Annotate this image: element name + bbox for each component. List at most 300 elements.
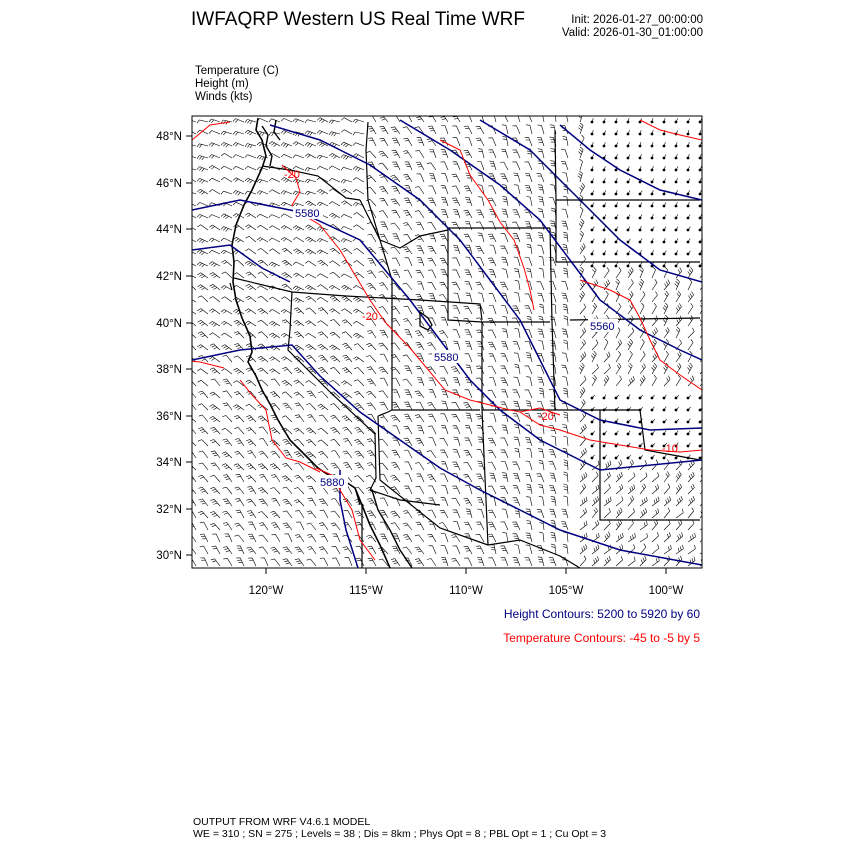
wind-barb: [368, 258, 376, 266]
wind-barb: [500, 486, 508, 494]
wind-barb: [259, 547, 268, 554]
wind-barb: [221, 369, 232, 374]
wind-barb: [355, 451, 365, 458]
wind-barb: [501, 234, 508, 242]
wind-barb: [501, 461, 508, 470]
wind-barb: [245, 119, 256, 124]
wind-barb: [342, 427, 352, 434]
wind-barb: [616, 291, 620, 302]
wind-barb: [380, 126, 389, 134]
wind-barb: [284, 534, 292, 542]
wind-barb: [403, 523, 412, 530]
wind-barb: [580, 521, 587, 530]
wind-barb: [223, 475, 232, 482]
wind-barb: [224, 534, 232, 542]
footer-model: OUTPUT FROM WRF V4.6.1 MODEL: [193, 816, 371, 828]
wind-barb: [502, 329, 508, 338]
wind-barb: [391, 511, 401, 518]
wind-barb: [416, 270, 424, 278]
wind-barb: [592, 375, 597, 386]
wind-barb: [503, 316, 509, 326]
wind-barb: [564, 460, 568, 470]
wind-barb: [441, 533, 448, 542]
wind-barb: [354, 391, 364, 398]
wind-barb: [428, 522, 436, 530]
wind-barb: [580, 399, 585, 410]
wind-barb: [539, 388, 544, 398]
height-contour-label: 5580: [434, 352, 459, 364]
wind-barb: [549, 198, 556, 207]
wind-barb: [453, 138, 460, 146]
wind-barb: [464, 186, 472, 194]
wind-barb: [210, 284, 220, 290]
wind-barb: [652, 544, 659, 554]
wind-barb: [403, 379, 412, 386]
wind-barb: [562, 329, 568, 338]
wind-barb: [501, 390, 508, 399]
wind-barb: [514, 269, 520, 278]
wind-barb: [235, 535, 244, 542]
wind-barb: [391, 127, 400, 134]
wind-barb: [628, 339, 633, 350]
wind-barb: [210, 499, 220, 506]
wind-barb: [488, 138, 496, 146]
wind-barb: [415, 150, 424, 158]
wind-barb: [452, 546, 460, 554]
wind-barb: [271, 523, 280, 531]
wind-barb: [640, 303, 644, 314]
wind-barb: [306, 308, 316, 314]
wind-barb: [580, 376, 586, 386]
wind-barb: [453, 377, 460, 386]
wind-barb: [199, 499, 208, 506]
wind-barb: [640, 508, 647, 518]
wind-barb: [417, 378, 424, 387]
wind-barb: [488, 450, 496, 458]
wind-barb: [294, 320, 305, 326]
wind-barb: [628, 460, 634, 471]
wind-barb: [538, 557, 544, 566]
wind-barb: [342, 332, 352, 338]
wind-barb: [616, 363, 621, 374]
wind-barb: [452, 114, 460, 122]
wind-barb: [415, 559, 424, 566]
wind-barb: [592, 267, 596, 278]
wind-barb: [186, 464, 196, 470]
wind-barb: [281, 154, 292, 158]
wind-barb: [429, 546, 437, 554]
wind-barb: [330, 427, 340, 434]
wind-barb: [403, 547, 412, 554]
wind-barb: [539, 268, 544, 278]
wind-barb: [210, 344, 220, 350]
wind-barb: [197, 178, 208, 183]
wind-barb: [501, 149, 508, 158]
wind-barb: [688, 279, 692, 290]
wind-barb: [616, 340, 622, 350]
wind-barb: [221, 227, 232, 232]
wind-barb: [354, 213, 365, 219]
wind-barb: [616, 533, 623, 542]
wind-barb: [403, 210, 412, 218]
wind-barb: [477, 497, 484, 506]
temperature-contour-label: -20: [538, 411, 554, 423]
wind-barb: [628, 419, 631, 422]
lon-label: 120°W: [248, 585, 284, 597]
wind-barb: [222, 464, 232, 470]
wind-barb: [464, 450, 472, 458]
wind-barb: [306, 381, 317, 387]
wind-barb: [330, 415, 340, 422]
wind-barb: [502, 136, 508, 146]
temperature-contours-caption: Temperature Contours: -45 to -5 by 5: [503, 631, 700, 645]
wind-barb: [281, 357, 292, 362]
wind-barb: [592, 472, 598, 482]
wind-barb: [700, 484, 707, 494]
wind-barb: [415, 331, 424, 339]
wind-barb: [464, 126, 472, 134]
wind-barb: [652, 509, 659, 519]
wind-barb: [700, 459, 705, 470]
wind-barb: [294, 428, 304, 434]
wind-barb: [688, 472, 694, 482]
wind-barb: [283, 511, 292, 518]
wind-barb: [664, 419, 667, 422]
wind-barb: [210, 427, 220, 434]
height-contours-caption: Height Contours: 5200 to 5920 by 60: [503, 607, 700, 621]
wind-barb: [489, 270, 496, 278]
wind-barb: [580, 207, 583, 218]
wind-barb: [441, 546, 448, 554]
wind-barb: [525, 437, 532, 446]
wind-barb: [500, 174, 508, 182]
wind-barb: [403, 534, 412, 542]
wind-barb: [453, 521, 460, 530]
wind-barb: [490, 473, 497, 482]
wind-barb: [258, 332, 268, 338]
wind-barb: [512, 390, 520, 398]
wind-barb: [676, 509, 683, 518]
wind-barb: [562, 221, 568, 230]
wind-barb: [210, 405, 221, 411]
wind-barb: [246, 296, 256, 302]
wind-barb: [318, 440, 328, 446]
wind-barb: [271, 498, 280, 506]
wind-barb: [305, 201, 316, 206]
wind-barb: [428, 414, 436, 422]
wind-barb: [342, 320, 352, 326]
wind-barb: [500, 378, 508, 386]
wind-barb: [380, 198, 389, 206]
wind-barb: [295, 415, 304, 422]
wind-barb: [688, 508, 694, 518]
wind-barb: [405, 474, 412, 482]
wind-barb: [526, 197, 532, 207]
wind-barb: [664, 291, 669, 302]
wind-barb: [526, 497, 532, 506]
wind-barb: [628, 557, 635, 566]
wind-barb: [579, 159, 582, 170]
wind-barb: [640, 267, 644, 278]
wind-barb: [393, 426, 401, 434]
wind-barb: [592, 303, 597, 314]
wind-barb: [405, 258, 413, 266]
legend-temperature: Temperature (C): [195, 65, 279, 77]
wind-barb: [428, 306, 436, 314]
wind-barb: [404, 270, 412, 278]
wind-barb: [441, 173, 448, 182]
wind-barb: [539, 316, 544, 326]
wind-barb: [501, 305, 508, 314]
wind-barb: [295, 559, 304, 566]
wind-barb: [454, 437, 461, 446]
wind-barb: [294, 380, 304, 386]
wind-barb: [427, 163, 436, 170]
wind-barb: [463, 462, 472, 470]
wind-barb: [330, 332, 340, 338]
wind-barb: [550, 185, 556, 194]
wind-barb: [305, 131, 316, 136]
wind-barb: [259, 474, 268, 482]
wind-barb: [379, 163, 389, 170]
wind-barb: [200, 522, 208, 530]
wind-barb: [538, 329, 544, 338]
wind-barb: [502, 509, 508, 518]
wind-barb: [664, 508, 670, 518]
wind-barb: [317, 155, 328, 159]
wind-barb: [489, 222, 496, 230]
wind-barb: [197, 167, 208, 172]
wind-barb: [441, 246, 448, 254]
temperature-contours: [180, 120, 702, 560]
wind-barb: [502, 532, 508, 542]
wind-barb: [269, 226, 280, 230]
wind-barb: [332, 558, 340, 566]
wind-barb: [429, 438, 436, 446]
wind-barb: [200, 534, 208, 542]
lon-label: 100°W: [648, 585, 684, 597]
wind-barb: [329, 285, 340, 290]
wind-barb: [549, 281, 556, 290]
wind-barb: [282, 367, 292, 374]
wind-barb: [210, 297, 221, 303]
wind-barb: [212, 534, 220, 542]
wind-barb: [293, 249, 304, 254]
wind-barb: [628, 520, 634, 531]
wind-barb: [580, 352, 586, 362]
wind-barb: [428, 510, 436, 518]
wind-barb: [270, 392, 280, 399]
height-contour-label: 5560: [590, 321, 615, 333]
wind-barb: [628, 508, 635, 518]
wind-barb: [197, 225, 208, 230]
wind-barb: [390, 475, 400, 482]
wind-barb: [234, 332, 244, 339]
wind-barb: [380, 378, 388, 386]
wind-barb: [236, 558, 244, 566]
wind-barb: [258, 416, 268, 422]
wind-barb: [353, 143, 364, 146]
wind-barb: [209, 190, 220, 195]
wind-barb: [502, 269, 508, 278]
wind-barb: [403, 283, 412, 290]
wind-barb: [185, 237, 196, 242]
wind-barb: [283, 403, 292, 410]
wind-barb: [652, 279, 657, 290]
wind-barb: [391, 462, 400, 470]
wind-barb: [501, 354, 508, 362]
wind-barb: [246, 475, 256, 482]
wind-barb: [317, 166, 328, 170]
wind-barb: [513, 498, 521, 506]
wind-barb: [513, 401, 520, 410]
wind-barb: [198, 320, 208, 326]
wind-barb: [403, 355, 412, 362]
height-contour-label: 5580: [295, 208, 320, 220]
wind-barb: [526, 521, 532, 531]
wind-barb: [368, 126, 377, 134]
footer-config: WE = 310 ; SN = 275 ; Levels = 38 ; Dis = 8km ; Phys Opt = 8 ; PBL Opt = 1 ; Cu Opt = 3: [193, 828, 607, 840]
wind-barb: [392, 150, 400, 158]
wind-barb: [664, 496, 671, 506]
wind-barb: [592, 545, 599, 554]
lon-label: 115°W: [349, 585, 383, 597]
wind-barb: [490, 413, 496, 422]
wind-barb: [379, 439, 388, 446]
wind-barb: [652, 316, 658, 326]
wind-barb: [537, 282, 545, 290]
wind-barb: [563, 232, 568, 242]
wind-barb: [223, 439, 232, 446]
wind-barb: [640, 455, 643, 458]
wind-barb: [221, 250, 232, 254]
wind-barb: [282, 416, 292, 422]
wind-barb: [245, 321, 256, 326]
wind-barb: [235, 498, 244, 506]
wind-barb: [366, 391, 376, 398]
wind-barb: [404, 138, 413, 146]
wind-barb: [592, 395, 595, 398]
wind-barb: [318, 260, 328, 266]
wind-barb: [235, 439, 244, 447]
wind-barb: [688, 533, 696, 542]
wind-barb: [259, 535, 268, 542]
wind-barb: [233, 297, 244, 302]
wind-barb: [319, 547, 328, 554]
wind-barb: [245, 225, 256, 230]
wind-barb: [258, 320, 268, 326]
wind-barb: [221, 321, 232, 326]
wind-barb: [258, 368, 268, 374]
legend-height: Height (m): [195, 78, 249, 90]
wind-barb: [341, 189, 352, 194]
wind-barb: [489, 294, 496, 302]
wind-barb: [233, 166, 244, 170]
wind-barb: [628, 496, 634, 506]
wind-barb: [380, 498, 388, 506]
wind-barb: [367, 463, 376, 471]
wind-barb: [258, 308, 269, 314]
wind-barb: [379, 151, 389, 158]
wind-barb: [616, 455, 619, 458]
wind-barb: [640, 484, 646, 494]
wind-barb: [604, 375, 609, 386]
wind-barb: [604, 352, 610, 362]
wind-barb: [320, 534, 328, 542]
wind-barb: [282, 284, 292, 290]
wind-barb: [392, 186, 401, 194]
wind-barb: [331, 451, 340, 459]
wind-barb: [246, 404, 256, 410]
wind-barb: [477, 354, 484, 363]
wind-barb: [269, 309, 280, 314]
wind-barb: [489, 161, 496, 170]
wind-barb: [210, 273, 221, 279]
wind-barb: [514, 353, 520, 362]
wind-barb: [342, 368, 352, 375]
wind-barb: [353, 178, 364, 183]
wind-barb: [354, 439, 364, 446]
wind-barb: [258, 464, 268, 470]
wind-barb: [551, 208, 556, 218]
wind-barb: [342, 416, 352, 422]
wind-barb: [404, 450, 412, 458]
wind-barb: [305, 154, 316, 158]
wind-barb: [439, 331, 448, 338]
wind-barb: [197, 273, 208, 278]
wind-barb: [391, 223, 400, 230]
wind-barb: [550, 473, 556, 482]
wind-barb: [403, 127, 412, 134]
wind-barb: [524, 114, 532, 122]
wind-barb: [549, 462, 556, 470]
wind-barb: [293, 286, 304, 291]
wind-barb: [199, 451, 208, 458]
wind-barb: [341, 142, 352, 147]
wind-barb: [380, 534, 388, 542]
wind-barb: [271, 559, 280, 566]
wind-barb: [392, 210, 401, 218]
wind-barb: [537, 510, 544, 518]
wind-barb: [305, 237, 316, 242]
wind-barb: [210, 511, 220, 518]
wind-barb: [549, 293, 556, 302]
wind-barb: [616, 351, 621, 362]
wind-barb: [452, 222, 460, 230]
wind-barb: [526, 401, 532, 410]
wind-barb: [561, 365, 568, 374]
wind-barb: [306, 355, 316, 362]
wind-barb: [537, 245, 544, 254]
wind-barb: [476, 546, 484, 554]
wind-barb: [415, 535, 424, 542]
wind-barb: [477, 461, 484, 470]
wind-barb: [198, 440, 208, 446]
wind-barb: [539, 460, 544, 470]
wind-barb: [477, 450, 484, 458]
wind-barb: [415, 547, 424, 554]
wind-barb: [640, 544, 646, 554]
wind-barb: [538, 209, 544, 218]
wind-barb: [428, 186, 436, 194]
wind-barb: [281, 297, 292, 302]
wind-barb: [223, 499, 232, 506]
wind-barb: [616, 267, 621, 278]
wind-barb: [234, 427, 244, 434]
wind-barb: [246, 439, 256, 446]
wind-barb: [209, 309, 220, 314]
wind-barb: [343, 451, 352, 458]
